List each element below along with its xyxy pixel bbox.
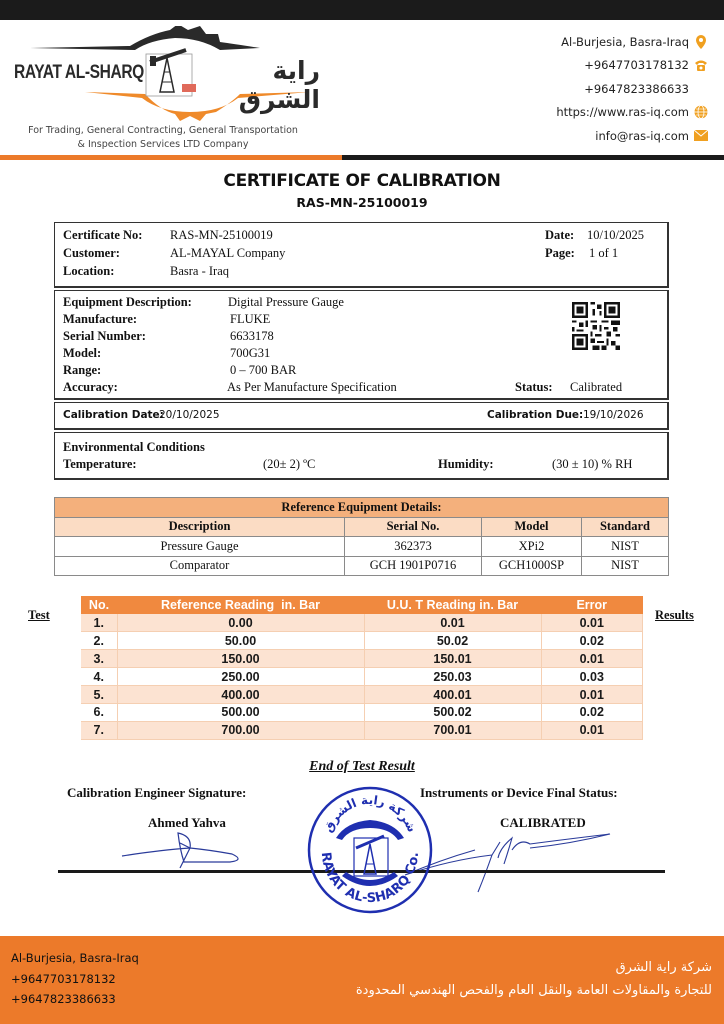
globe-icon (694, 105, 708, 119)
calibration-due-value: 19/10/2026 (583, 409, 644, 421)
calibration-dates-box (54, 402, 669, 430)
tagline-line-1: For Trading, General Contracting, General Transportation (28, 125, 298, 136)
calibration-due-label: Calibration Due: (487, 409, 584, 421)
equipment-description-label: Equipment Description: (63, 295, 192, 309)
status-label: Status: (515, 380, 553, 394)
calibration-date-label: Calibration Date: (63, 409, 164, 421)
footer-address: Al-Burjesia, Basra-Iraq (11, 951, 139, 965)
page-value: 1 of 1 (589, 246, 619, 260)
footer-arabic-line-1: شركة راية الشرق (615, 960, 712, 975)
engineer-name: Ahmed Yahva (148, 815, 226, 830)
manufacture-value: FLUKE (230, 312, 271, 326)
date-value: 10/10/2025 (587, 228, 644, 242)
reference-table-title: Reference Equipment Details: (55, 498, 669, 518)
footer-arabic-line-2: للتجارة والمقاولات العامة والنقل العام والفحص الهندسي المحدودة (355, 983, 712, 998)
serial-number-value: 6633178 (230, 329, 274, 343)
calibration-date-value: 20/10/2025 (159, 409, 220, 421)
equipment-box (54, 290, 669, 400)
cell: 700.01 (364, 721, 541, 739)
certificate-no-label: Certificate No: (63, 228, 143, 242)
svg-text:شركة راية الشرق: شركة راية الشرق (320, 792, 420, 835)
address-text: Al-Burjesia, Basra-Iraq (561, 34, 689, 49)
temperature-value: (20± 2) ºC (263, 457, 316, 471)
table-row (81, 632, 643, 650)
range-value: 0 – 700 BAR (230, 363, 297, 377)
humidity-value: (30 ± 10) % RH (552, 457, 633, 471)
cell: 0.03 (541, 668, 643, 686)
manufacture-label: Manufacture: (63, 312, 138, 326)
humidity-label: Humidity: (438, 457, 494, 471)
contact-website (556, 101, 708, 125)
customer-label: Customer: (63, 246, 120, 260)
cell: Comparator (55, 556, 345, 576)
col-uut-reading: U.U. T Reading in. Bar (364, 596, 541, 614)
table-row (55, 537, 669, 557)
cell: 5. (81, 686, 117, 704)
cell: GCH1000SP (482, 556, 582, 576)
location-label: Location: (63, 264, 115, 278)
phone-1-link[interactable]: +9647703178132 (584, 58, 689, 73)
engineer-signature-icon (120, 828, 270, 873)
cell: 50.00 (117, 632, 364, 650)
cell: 500.00 (117, 703, 364, 721)
contact-phone-1 (556, 54, 708, 78)
cell: 500.02 (364, 703, 541, 721)
footer-arabic-company (356, 956, 712, 1002)
phone-2-link[interactable]: +9647823386633 (584, 81, 689, 96)
contact-phone-2 (556, 77, 708, 101)
cell: 0.01 (541, 686, 643, 704)
cell: 7. (81, 721, 117, 739)
company-stamp-icon (306, 786, 434, 914)
table-row (81, 668, 643, 686)
cell: 150.01 (364, 650, 541, 668)
range-label: Range: (63, 363, 102, 377)
cell: 1. (81, 614, 117, 632)
cell: 2. (81, 632, 117, 650)
footer-phone-1[interactable]: +9647703178132 (11, 971, 116, 986)
cell: 0.01 (541, 721, 643, 739)
page-label: Page: (545, 246, 575, 260)
test-label: Test (28, 608, 50, 622)
contact-info (556, 30, 708, 148)
equipment-description-value: Digital Pressure Gauge (228, 295, 344, 309)
cell: 0.02 (541, 632, 643, 650)
cell: GCH 1901P0716 (345, 556, 482, 576)
table-row (81, 721, 643, 739)
cell: 362373 (345, 537, 482, 557)
certificate-info-box (54, 222, 669, 288)
end-of-test-result: End of Test Result (309, 759, 415, 774)
cell: 0.01 (541, 614, 643, 632)
location-value: Basra - Iraq (170, 264, 229, 278)
certificate-number-heading: RAS-MN-25100019 (296, 195, 428, 210)
final-status-value: CALIBRATED (500, 815, 586, 830)
col-description: Description (55, 517, 345, 537)
cell: NIST (582, 537, 669, 557)
company-logo (10, 26, 320, 121)
date-label: Date: (545, 228, 575, 242)
cell: 0.02 (541, 703, 643, 721)
cell: 150.00 (117, 650, 364, 668)
logo-text-arabic: راية الشرق (238, 56, 320, 114)
col-error: Error (541, 596, 643, 614)
model-label: Model: (63, 346, 102, 360)
location-pin-icon (694, 35, 708, 49)
col-no: No. (81, 596, 117, 614)
reference-equipment-table (54, 497, 669, 576)
cell: 6. (81, 703, 117, 721)
cell: 3. (81, 650, 117, 668)
final-status-label: Instruments or Device Final Status: (420, 785, 618, 800)
col-standard: Standard (582, 517, 669, 537)
col-serial-no: Serial No. (345, 517, 482, 537)
logo-text-english: RAYAT AL-SHARQ (14, 62, 144, 83)
environmental-conditions-box (54, 432, 669, 480)
model-value: 700G31 (230, 346, 271, 360)
cell: 0.00 (117, 614, 364, 632)
table-row (55, 556, 669, 576)
cell: NIST (582, 556, 669, 576)
table-row (81, 703, 643, 721)
accuracy-label: Accuracy: (63, 380, 118, 394)
footer-phone-2[interactable]: +9647823386633 (11, 992, 116, 1006)
footer-contact (11, 948, 139, 1010)
certificate-title: CERTIFICATE OF CALIBRATION (223, 171, 501, 191)
col-reference-reading: Reference Reading in. Bar (117, 596, 364, 614)
environment-heading: Environmental Conditions (63, 440, 205, 454)
contact-address (556, 30, 708, 54)
cell: 50.02 (364, 632, 541, 650)
serial-number-label: Serial Number: (63, 329, 146, 343)
top-dark-bar (0, 0, 724, 20)
table-row (81, 686, 643, 704)
cell: Pressure Gauge (55, 537, 345, 557)
svg-text:RAYAT AL-SHARQ Co.: RAYAT AL-SHARQ Co. (317, 851, 423, 907)
envelope-icon (694, 129, 708, 143)
contact-spacer (694, 82, 708, 96)
accuracy-value: As Per Manufacture Specification (227, 380, 397, 394)
cell: 0.01 (541, 650, 643, 668)
cell: 250.00 (117, 668, 364, 686)
qr-code-icon[interactable] (572, 302, 620, 350)
table-row (81, 650, 643, 668)
email-link[interactable]: info@ras-iq.com (595, 128, 689, 143)
cell: 400.00 (117, 686, 364, 704)
status-value: Calibrated (570, 380, 623, 394)
engineer-signature-label: Calibration Engineer Signature: (67, 785, 247, 800)
footer (0, 936, 724, 1024)
tagline-line-2: & Inspection Services LTD Company (77, 139, 249, 150)
company-tagline (8, 124, 318, 152)
website-link[interactable]: https://www.ras-iq.com (556, 105, 689, 120)
cell: XPi2 (482, 537, 582, 557)
telephone-icon (694, 58, 708, 72)
col-model: Model (482, 517, 582, 537)
test-results-table (81, 596, 643, 740)
contact-email (556, 124, 708, 148)
cell: 700.00 (117, 721, 364, 739)
results-label: Results (655, 608, 694, 622)
temperature-label: Temperature: (63, 457, 137, 471)
cell: 250.03 (364, 668, 541, 686)
cell: 400.01 (364, 686, 541, 704)
cell: 0.01 (364, 614, 541, 632)
header-divider (0, 155, 724, 160)
certificate-no-value: RAS-MN-25100019 (170, 228, 273, 242)
cell: 4. (81, 668, 117, 686)
table-row (81, 614, 643, 632)
customer-value: AL-MAYAL Company (170, 246, 286, 260)
